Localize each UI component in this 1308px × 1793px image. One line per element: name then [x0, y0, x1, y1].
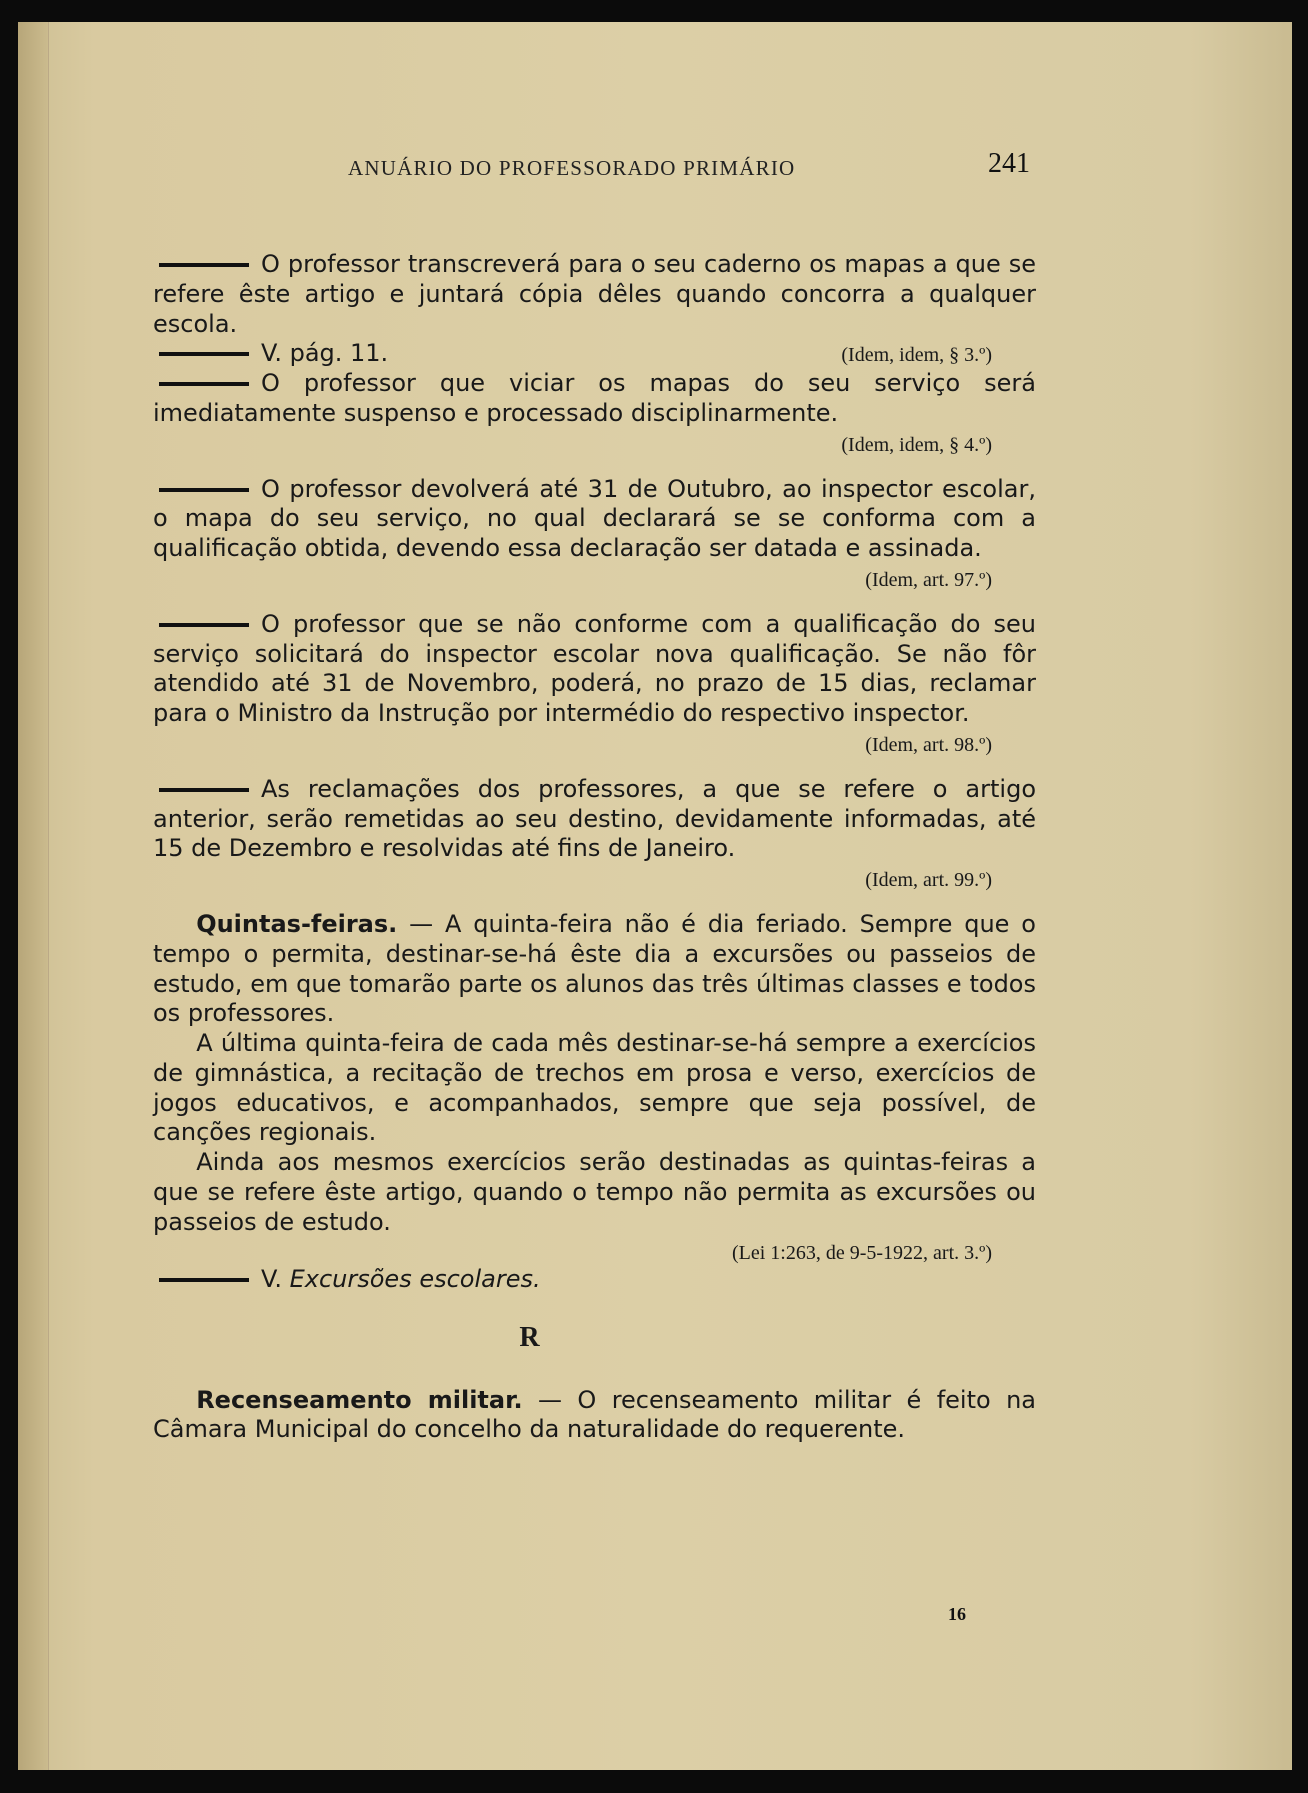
entry-dash [159, 623, 249, 627]
entry-ref-italic: Excursões escolares. [289, 1265, 541, 1294]
entry-text: O professor que se não conforme com a qualificação do seu serviço solicitará do inspector escolar nova qualificação. Se não fôr atendido até 31 de Novembro, poderá, no prazo de 15 dias, reclamar para o Ministro da Instrução por intermédio do respectivo inspector. [153, 609, 1036, 727]
entry-quintas-feiras [153, 910, 1036, 1265]
citation: (Idem, art. 98.º) [865, 733, 992, 756]
page-spine-shadow [18, 22, 49, 1770]
entry-text: O professor devolverá até 31 de Outubro, ao inspector escolar, o mapa do seu serviço, no qual declarará se se conforma com a qualificação obtida, devendo essa declaração ser datada e assinada. [153, 474, 1036, 562]
entry-dash [159, 352, 249, 356]
entry-text: O professor que viciar os mapas do seu serviço será imediatamente suspenso e processado disciplinarmente. [153, 369, 1036, 427]
entry-devolucao-mapa [153, 475, 1036, 592]
citation: (Idem, art. 97.º) [865, 568, 992, 591]
signature-mark: 16 [948, 1604, 966, 1624]
page-number: 241 [988, 148, 1030, 179]
running-title: ANUÁRIO DO PROFESSORADO PRIMÁRIO [348, 156, 796, 180]
entry-text: — A quinta-feira não é dia feriado. Sempre que o tempo o permita, destinar-se-há êste dia a excursões ou passeios de estudo, em que tomarão parte os alunos das três últimas classes e todos os professores. [153, 910, 1036, 1028]
entry-nova-qualificacao [153, 610, 1036, 757]
entry-reclamacoes [153, 775, 1036, 892]
entry-text: — O recenseamento militar é feito na Câmara Municipal do concelho da naturalidade do requerente. [153, 1385, 1036, 1444]
entry-paragraph: Ainda aos mesmos exercícios serão destinadas as quintas-feiras a que se refere êste artigo, quando o tempo não permita as excursões ou passeios de estudo. [153, 1148, 1036, 1236]
entry-recenseamento-militar [153, 1386, 1036, 1446]
entry-dash [159, 263, 249, 267]
entry-dash [159, 788, 249, 792]
entry-paragraph: A última quinta-feira de cada mês destinar-se-há sempre a exercícios de gimnástica, a recitação de trechos em prosa e verso, exercícios de jogos educativos, e acompanhados, sempre que seja possível, de canções regionais. [153, 1029, 1036, 1147]
entry-viciar-mapas [153, 369, 1036, 457]
entry-dash [159, 488, 249, 492]
entry-heading: Quintas-feiras. [196, 910, 398, 938]
entry-dash [159, 1278, 249, 1282]
entry-dash [159, 382, 249, 386]
entry-see-excursoes [153, 1265, 1036, 1295]
citation: (Idem, idem, § 4.º) [841, 433, 992, 456]
entry-text: As reclamações dos professores, a que se refere o artigo anterior, serão remetidas ao seu destino, devidamente informadas, até 15 de Dezembro e resolvidas até fins de Janeiro. [153, 774, 1036, 863]
citation: (Idem, idem, § 3.º) [841, 344, 992, 367]
entry-ref-prefix: V. [261, 1265, 282, 1294]
entry-mapas-transcricao [153, 250, 1036, 339]
citation: (Lei 1:263, de 9-5-1922, art. 3.º) [731, 1242, 992, 1265]
page-content [153, 250, 1036, 1445]
page-header [348, 148, 1068, 188]
entry-text: O professor transcreverá para o seu caderno os mapas a que se refere êste artigo e juntará cópia dêles quando concorra a qualquer escola. [153, 250, 1036, 338]
citation: (Idem, art. 99.º) [865, 869, 992, 891]
section-letter: R [519, 1322, 540, 1353]
entry-heading: Recenseamento militar. [196, 1385, 523, 1414]
entry-ref-text: V. pág. 11. [261, 339, 389, 368]
book-page [18, 22, 1292, 1770]
entry-cross-reference [153, 339, 1036, 369]
